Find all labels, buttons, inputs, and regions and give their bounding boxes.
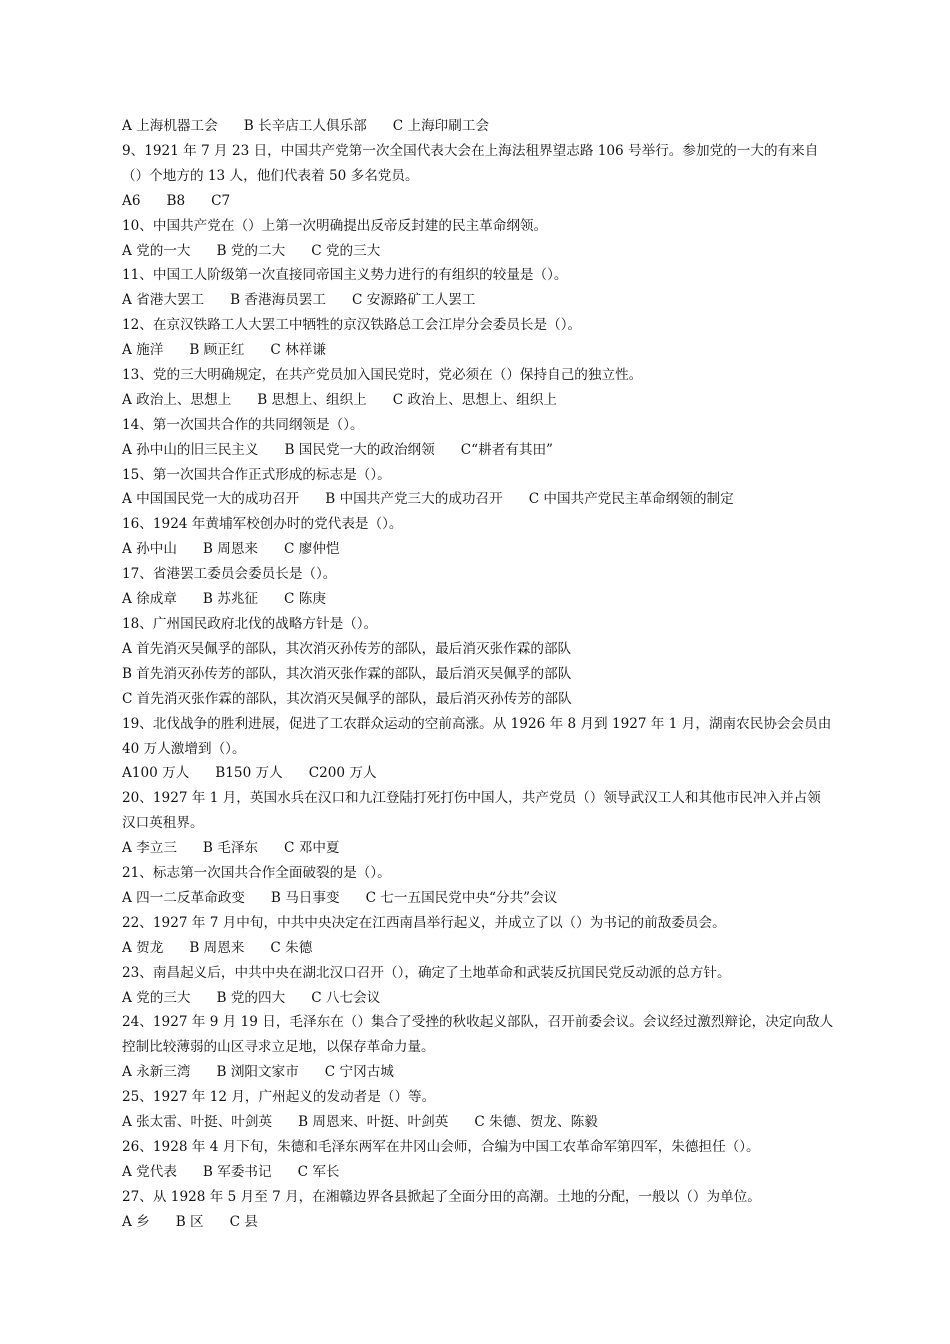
question-text: 9、1921 年 7 月 23 日，中国共产党第一次全国代表大会在上海法租界望志路 106 号举行。参加党的一大的有来自（）个地方的 13 人，他们代表着 50 多名党员。 <box>122 142 819 184</box>
answer-option: B 周恩来 <box>202 541 259 558</box>
answer-option: A 张太雷、叶挺、叶剑英 <box>122 1114 273 1130</box>
answer-option: B 区 <box>175 1213 204 1230</box>
answer-option: C 陈庚 <box>284 591 326 608</box>
answer-options <box>122 537 834 562</box>
answer-option: B150 万人 <box>215 765 283 782</box>
question-text: 14、第一次国共合作的共同纲领是（）。 <box>122 416 364 433</box>
answer-options <box>122 1210 834 1235</box>
answer-options <box>122 1110 834 1135</box>
question-text: 20、1927 年 1 月，英国水兵在汉口和九江登陆打死打伤中国人，共产党员（）领导武汉工人和其他市民冲入并占领汉口英租界。 <box>122 790 821 832</box>
answer-option: C7 <box>211 192 231 209</box>
question-text: 15、第一次国共合作正式形成的标志是（）。 <box>122 466 391 483</box>
question-text: 27、从 1928 年 5 月至 7 月，在湘赣边界各县掀起了全面分田的高潮。土地的分配，一般以（）为单位。 <box>122 1188 761 1205</box>
answer-option: A 乡 <box>122 1213 150 1230</box>
question-text: 24、1927 年 9 月 19 日，毛泽东在（）集合了受挫的秋收起义部队，召开前委会议。会议经过激烈辩论，决定向敌人控制比较薄弱的山区寻求立足地，以保存革命力量。 <box>122 1014 834 1056</box>
answer-options <box>122 388 834 413</box>
answer-option: C 八七会议 <box>311 989 381 1006</box>
answer-option: A100 万人 <box>122 765 190 782</box>
answer-options <box>122 836 834 861</box>
answer-options <box>122 338 834 363</box>
answer-option: A 贺龙 <box>122 939 164 956</box>
question-text: 21、标志第一次国共合作全面破裂的是（）。 <box>122 865 391 881</box>
question-text: 11、中国工人阶级第一次直接同帝国主义势力进行的有组织的较量是（）。 <box>122 267 568 284</box>
question-text: 22、1927 年 7 月中旬，中共中央决定在江西南昌举行起义，并成立了以（）为书记的前敌委员会。 <box>122 914 726 931</box>
answer-option: B 马日事变 <box>270 889 340 906</box>
answer-option: C 林祥谦 <box>270 342 326 359</box>
answer-option: B 浏阳文家市 <box>216 1064 299 1081</box>
answer-option: B 周恩来、叶挺、叶剑英 <box>298 1114 449 1130</box>
answer-option: B 党的四大 <box>216 989 286 1006</box>
question-text: 16、1924 年黄埔军校创办时的党代表是（）。 <box>122 516 403 533</box>
answer-options <box>122 587 834 612</box>
answer-option: A 四一二反革命政变 <box>122 889 245 906</box>
answer-options <box>122 114 834 139</box>
answer-option: B 周恩来 <box>189 939 245 956</box>
answer-option: B 军委书记 <box>202 1163 272 1180</box>
answer-options <box>122 487 834 512</box>
answer-options <box>122 936 834 961</box>
answer-option: C 朱德、贺龙、陈毅 <box>474 1114 598 1130</box>
question-text: 13、党的三大明确规定，在共产党员加入国民党时，党必须在（）保持自己的独立性。 <box>122 366 643 383</box>
answer-option: C200 万人 <box>308 765 377 782</box>
answer-option: A 党代表 <box>122 1163 177 1180</box>
answer-option: A 孙中山 <box>122 541 177 558</box>
question-text: 10、中国共产党在（）上第一次明确提出反帝反封建的民主革命纲领。 <box>122 217 548 234</box>
answer-option: C“耕者有其田” <box>460 441 554 458</box>
answer-options <box>122 1060 834 1085</box>
answer-option: A 党的一大 <box>122 242 191 259</box>
answer-option: B 思想上、组织上 <box>257 391 367 408</box>
question-text: A 首先消灭吴佩孚的部队，其次消灭孙传芳的部队，最后消灭张作霖的部队 <box>122 640 572 657</box>
answer-options <box>122 986 834 1011</box>
question-text: 17、省港罢工委员会委员长是（）。 <box>122 566 337 583</box>
answer-options <box>122 438 834 463</box>
answer-option: C 宁冈古城 <box>324 1064 394 1081</box>
question-text: 25、1927 年 12 月，广州起义的发动者是（）等。 <box>122 1089 436 1106</box>
answer-options <box>122 239 834 264</box>
answer-option: A 孙中山的旧三民主义 <box>122 441 259 458</box>
answer-option: C 安源路矿工人罢工 <box>351 292 476 309</box>
answer-option: B 香港海员罢工 <box>230 292 326 309</box>
answer-option: C 朱德 <box>270 939 313 956</box>
question-text: 12、在京汉铁路工人大罢工中牺牲的京汉铁路总工会江岸分会委员长是（）。 <box>122 317 582 334</box>
answer-option: B 长辛店工人俱乐部 <box>243 118 367 134</box>
answer-option: C 七一五国民党中央“分共”会议 <box>365 889 558 906</box>
answer-option: A 施洋 <box>122 342 164 359</box>
answer-options <box>122 189 834 214</box>
answer-option: A 徐成章 <box>122 591 177 608</box>
answer-option: A 中国国民党一大的成功召开 <box>122 491 300 508</box>
answer-option: B 顾正红 <box>189 342 245 359</box>
answer-options <box>122 288 834 313</box>
answer-option: A6 <box>122 192 141 209</box>
answer-option: A 政治上、思想上 <box>122 391 232 408</box>
question-text: 23、南昌起义后，中共中央在湖北汉口召开（），确定了土地革命和武装反抗国民党反动派的总方针。 <box>122 964 731 981</box>
answer-option: B8 <box>166 192 186 209</box>
answer-option: A 省港大罢工 <box>122 292 205 309</box>
answer-option: B 中国共产党三大的成功召开 <box>325 491 503 508</box>
answer-option: C 政治上、思想上、组织上 <box>392 391 558 408</box>
answer-option: C 廖仲恺 <box>284 541 340 558</box>
answer-options <box>122 886 834 911</box>
answer-option: A 上海机器工会 <box>122 118 218 134</box>
answer-option: B 国民党一大的政治纲领 <box>284 441 435 458</box>
answer-option: A 党的三大 <box>122 989 191 1006</box>
answer-options <box>122 1160 834 1185</box>
answer-option: C 邓中夏 <box>284 840 340 857</box>
answer-option: B 党的二大 <box>216 242 286 259</box>
document-page <box>122 114 834 1234</box>
answer-option: C 县 <box>229 1213 258 1230</box>
answer-option: C 上海印刷工会 <box>392 118 490 134</box>
question-text: 26、1928 年 4 月下旬，朱德和毛泽东两军在井冈山会师，合编为中国工农革命军第四军，朱德担任（）。 <box>122 1138 760 1155</box>
answer-option: B 苏兆征 <box>202 591 259 608</box>
answer-option: B 毛泽东 <box>202 840 259 857</box>
question-text: 19、北伐战争的胜利进展，促进了工农群众运动的空前高涨。从 1926 年 8 月到 1927 年 1 月，湖南农民协会会员由 40 万人激增到（）。 <box>122 715 832 757</box>
answer-option: C 中国共产党民主革命纲领的制定 <box>528 491 734 508</box>
question-text: C 首先消灭张作霖的部队，其次消灭吴佩孚的部队，最后消灭孙传芳的部队 <box>122 690 572 707</box>
answer-option: A 永新三湾 <box>122 1064 191 1081</box>
question-text: 18、广州国民政府北伐的战略方针是（）。 <box>122 615 378 632</box>
question-text: B 首先消灭孙传芳的部队，其次消灭张作霖的部队，最后消灭吴佩孚的部队 <box>122 665 572 682</box>
answer-option: C 党的三大 <box>311 242 381 259</box>
answer-option: A 李立三 <box>122 840 177 857</box>
answer-option: C 军长 <box>297 1163 340 1180</box>
answer-options <box>122 761 834 786</box>
